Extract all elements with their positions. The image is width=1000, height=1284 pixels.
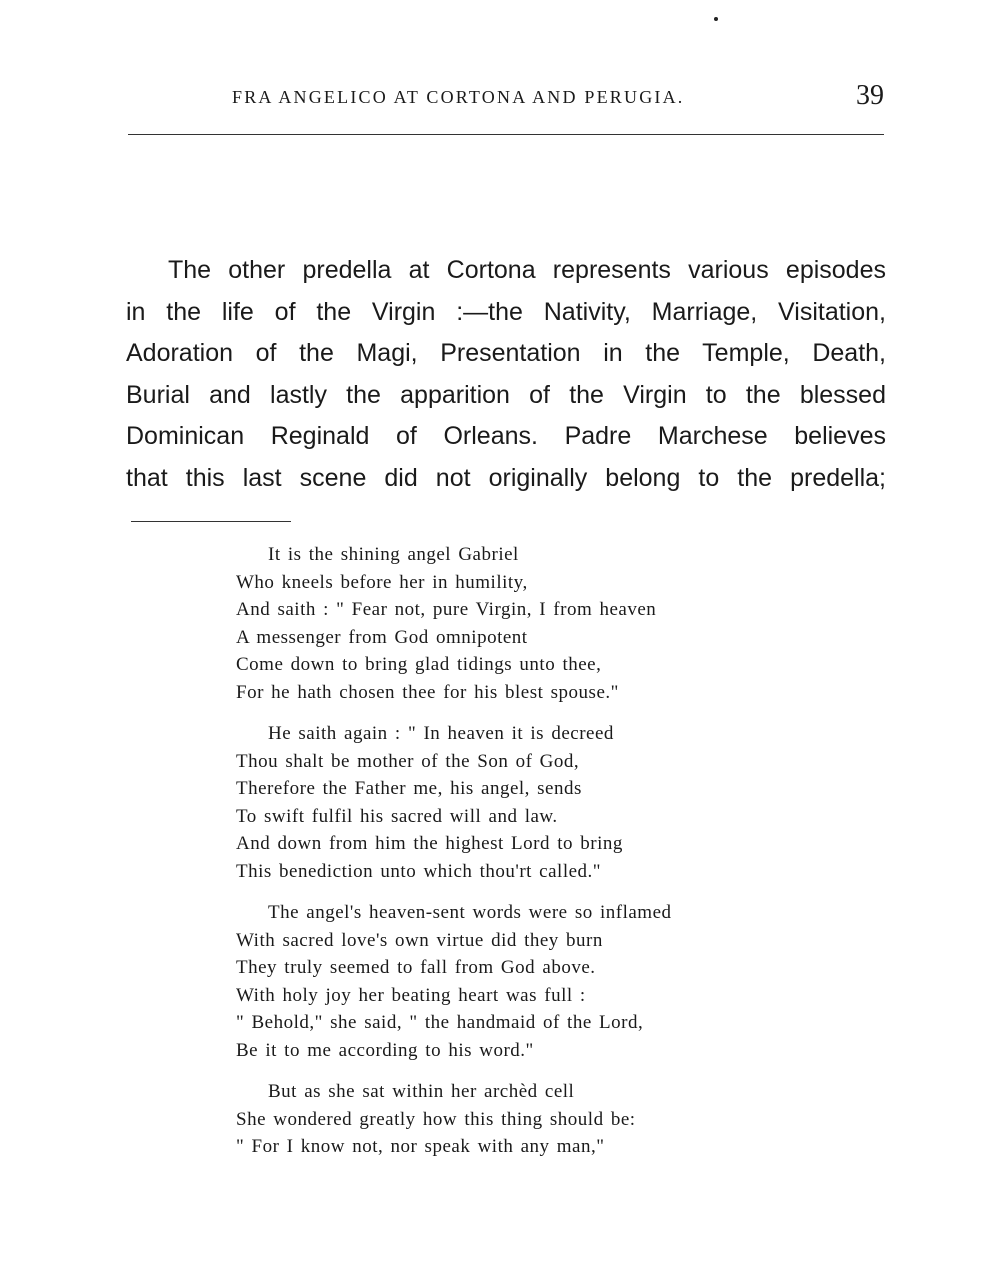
poem-stanza [236,1078,796,1161]
body-line: The other predella at Cortona represents various episodes [168,256,886,284]
verse-line: He saith again : " In heaven it is decreed [268,723,614,744]
body-line: Adoration of the Magi, Presentation in the Temple, Death, [126,339,886,367]
verse-line: " For I know not, nor speak with any man," [236,1136,605,1157]
body-line: that this last scene did not originally belong to the predella; [126,463,886,492]
verse-line: A messenger from God omnipotent [236,626,528,648]
verse-line: It is the shining angel Gabriel [268,544,519,565]
page-number: 39 [856,80,884,111]
verse-line: Thou shalt be mother of the Son of God, [236,750,580,772]
body-line: in the life of the Virgin :—the Nativity, Marriage, Visitation, [126,297,886,326]
verse-line: And saith : " Fear not, pure Virgin, I from heaven [236,599,657,620]
verse-line: They truly seemed to fall from God above. [236,957,596,978]
poem-stanza [236,541,796,706]
header-rule [128,134,884,135]
body-line: Burial and lastly the apparition of the Virgin to the blessed [126,380,886,409]
verse-line: The angel's heaven-sent words were so inflamed [268,902,672,923]
verse-line: Come down to bring glad tidings unto thee, [236,654,602,675]
verse-line: " Behold," she said, " the handmaid of the Lord, [236,1012,644,1033]
verse-line: She wondered greatly how this thing should be: [236,1108,636,1130]
footnote-poem [236,541,796,1175]
verse-line: Be it to me according to his word." [236,1039,534,1061]
running-title: FRA ANGELICO AT CORTONA AND PERUGIA. [232,87,685,107]
verse-line: This benediction unto which thou'rt called." [236,860,602,882]
verse-line: Therefore the Father me, his angel, sends [236,778,582,799]
verse-line: But as she sat within her archèd cell [268,1081,575,1102]
poem-stanza [236,720,796,885]
verse-line: To swift fulfil his sacred will and law. [236,805,558,827]
verse-line: For he hath chosen thee for his blest spouse." [236,681,619,703]
print-speck [714,17,718,21]
footnote-rule [131,521,291,522]
body-paragraph [126,250,886,499]
body-line: Dominican Reginald of Orleans. Padre Marchese believes [126,422,886,450]
verse-line: And down from him the highest Lord to bring [236,833,623,854]
verse-line: With sacred love's own virtue did they burn [236,929,603,951]
verse-line: With holy joy her beating heart was full : [236,984,586,1006]
verse-line: Who kneels before her in humility, [236,571,528,593]
poem-stanza [236,899,796,1064]
